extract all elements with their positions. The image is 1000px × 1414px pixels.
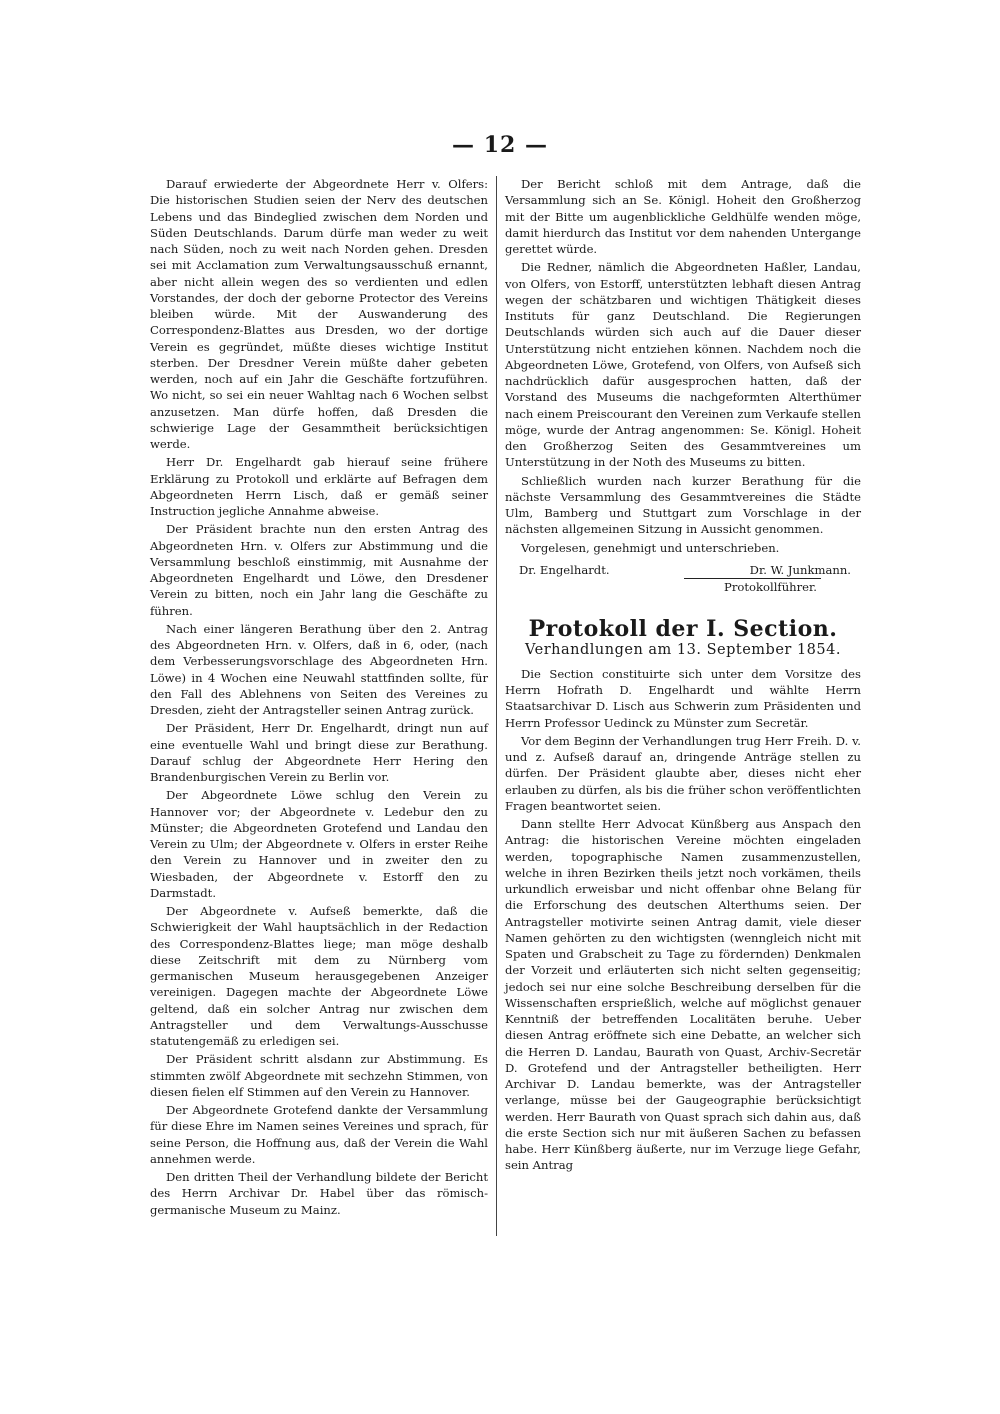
paragraph: Der Abgeordnete Löwe schlug den Verein zu Hannover vor; der Abgeordnete v. Ledebur den zu Münster; die Abgeordneten Grotefend und Landau den Verein zu Ulm; der Abgeordnete v. Olfers in erster Reihe den Verein zu Hannover und in zweiter den zu Wiesbaden, der Abgeordnete v. Estorff den zu Darmstadt. <box>150 788 488 900</box>
signature-secretary: Dr. W. Junkmann. <box>749 562 851 577</box>
page-number: — 12 — <box>452 132 548 158</box>
signature-president: Dr. Engelhardt. <box>519 562 610 577</box>
paragraph: Herr Dr. Engelhardt gab hierauf seine frühere Erklärung zu Protokoll und erklärte auf Befragen dem Abgeordneten Herrn Lisch, daß er gemäß seiner Instruction jegliche Annahme abweise. <box>150 455 488 518</box>
column-divider <box>496 176 497 1236</box>
paragraph: Der Abgeordnete v. Aufseß bemerkte, daß die Schwierigkeit der Wahl hauptsächlich in der Redaction des Correspondenz-Blattes liege; man möge deshalb diese Zeitschrift mit dem zu Nürnberg vom germanischen Museum herausgegebenen Anzeiger vereinigen. Dagegen machte der Abgeordnete Löwe geltend, daß ein solcher Antrag nur zwischen dem Antragsteller und dem Verwaltungs-Ausschusse statutengemäß zu erledigen sei. <box>150 904 488 1048</box>
paragraph: Nach einer längeren Berathung über den 2. Antrag des Abgeordneten Hrn. v. Olfers, daß in 6, oder, (nach dem Verbesserungsvorschlage des Abgeordneten Hrn. Löwe) in 4 Wochen eine Neuwahl stattfinden sollte, für den Fall des Ablehnens von Seiten des Vereines zu Dresden, zieht der Antragsteller seinen Antrag zurück. <box>150 621 488 717</box>
secretary-title-row <box>505 578 821 595</box>
paragraph: Dann stellte Herr Advocat Künßberg aus Anspach den Antrag: die historischen Vereine möchten eingeladen werden, topographische Namen zusammenzustellen, welche in ihren Bezirken theils jetzt noch vorkämen, theils urkundlich erweisbar und nicht offenbar ohne Belang für die Erforschung des deutschen Alterthums seien. Der Antragsteller motivirte seinen Antrag damit, viele dieser Namen gehörten zu den wichtigsten (wenngleich nicht mit Spaten und Grabscheit zu Tage zu fördernden) Denkmalen der Vorzeit und erläuterten sich nicht selten gegenseitig; jedoch sei nur eine solche Beschreibung derselben für die Wissenschaften ersprießlich, welche auf möglichst genauer Kenntniß der betreffenden Localitäten beruhe. Ueber diesen Antrag eröffnete sich eine Debatte, an welcher sich die Herren D. Landau, Baurath von Quast, Archiv-Secretär D. Grotefend und der Antragsteller betheiligten. Herr Archivar D. Landau bemerkte, was der Antragsteller verlange, müsse bei der Gaugeographie berücksichtigt werden. Herr Baurath von Quast sprach sich dahin aus, daß die erste Section sich nur mit äußeren Sachen zu befassen habe. Herr Künßberg äußerte, nur im Verzuge liege Gefahr, sein Antrag <box>505 817 861 1173</box>
paragraph: Den dritten Theil der Verhandlung bildete der Bericht des Herrn Archivar Dr. Habel über das römisch-germanische Museum zu Mainz. <box>150 1170 488 1217</box>
secretary-title: Protokollführer. <box>684 578 821 595</box>
section-subheading: Verhandlungen am 13. September 1854. <box>525 641 841 658</box>
paragraph: Der Bericht schloß mit dem Antrage, daß die Versammlung sich an Se. Königl. Hoheit den Großherzog mit der Bitte um augenblickliche Geldhülfe wenden möge, damit hierdurch das Institut vor dem nahenden Untergange gerettet würde. <box>505 177 861 256</box>
signature-row <box>519 562 851 578</box>
paragraph: Vor dem Beginn der Verhandlungen trug Herr Freih. D. v. und z. Aufseß darauf an, dringende Anträge stellen zu dürfen. Der Präsident glaubte aber, dieses nicht eher erlauben zu dürfen, als bis die früher schon veröffentlichten Fragen beantwortet seien. <box>505 733 861 813</box>
section-heading: Protokoll der I. Section. <box>528 616 838 643</box>
paragraph: Der Präsident brachte nun den ersten Antrag des Abgeordneten Hrn. v. Olfers zur Abstimmung und die Versammlung beschloß einstimmig, mit Ausnahme der Abgeordneten Engelhardt und Löwe, den Dresdener Verein zu bitten, noch ein Jahr lang die Geschäfte zu führen. <box>150 522 488 618</box>
paragraph: Darauf erwiederte der Abgeordnete Herr v. Olfers: Die historischen Studien seien der Nerv des deutschen Lebens und das Bindeglied zwischen dem Norden und Süden Deutschlands. Darum dürfe man weder zu weit nach Süden, noch zu weit nach Norden gehen. Dresden sei mit Acclamation zum Verwaltungsausschuß ernannt, aber nicht allein wegen des so verdienten und edlen Vorstandes, der doch der geborne Protector des Vereins bleiben würde. Mit der Auswanderung des Correspondenz-Blattes aus Dresden, wo der dortige Verein es gegründet, müßte dieses wichtige Institut sterben. Der Dresdner Verein müßte daher gebeten werden, noch auf ein Jahr die Geschäfte fortzuführen. Wo nicht, so sei ein neuer Wahltag nach 6 Wochen selbst anzusetzen. Man dürfe hoffen, daß Dresden die schwierige Lage der Gesammtheit berücksichtigen werde. <box>150 177 488 451</box>
paragraph: Schließlich wurden nach kurzer Berathung für die nächste Versammlung des Gesammtvereines die Städte Ulm, Bamberg und Stuttgart zum Vorschlage in der nächsten allgemeinen Sitzung in Aussicht genommen. <box>505 473 861 537</box>
paragraph: Die Redner, nämlich die Abgeordneten Haßler, Landau, von Olfers, von Estorff, unterstützten lebhaft diesen Antrag wegen der schätzbaren und wichtigen Thätigkeit dieses Instituts für ganz Deutschland. Die Regierungen Deutschlands würden sich auch auf die Dauer dieser Unterstützung nicht entziehen können. Nachdem noch die Abgeordneten Löwe, Grotefend, von Olfers, von Aufseß sich nachdrücklich dafür ausgesprochen hatten, daß der Vorstand des Museums die nachgeformten Alterthümer nach einem Preiscourant den Vereinen zum Verkaufe stellen möge, wurde der Antrag angenommen: Se. Königl. Hoheit den Großherzog Seiten des Gesammtvereines um Unterstützung in der Noth des Museums zu bitten. <box>505 260 861 470</box>
right-column <box>505 176 861 1176</box>
left-column <box>150 176 488 1220</box>
paragraph: Vorgelesen, genehmigt und unterschrieben. <box>521 540 780 555</box>
paragraph: Der Präsident schritt alsdann zur Abstimmung. Es stimmten zwölf Abgeordnete mit sechzehn Stimmen, von diesen fielen elf Stimmen auf den Verein zu Hannover. <box>150 1052 488 1099</box>
paragraph: Der Präsident, Herr Dr. Engelhardt, dringt nun auf eine eventuelle Wahl und bringt diese zur Berathung. Darauf schlug der Abgeordnete Herr Hering den Brandenburgischen Verein zu Berlin vor. <box>150 721 488 784</box>
paragraph: Die Section constituirte sich unter dem Vorsitze des Herrn Hofrath D. Engelhardt und wählte Herrn Staatsarchivar D. Lisch aus Schwerin zum Präsidenten und Herrn Professor Uedinck zu Münster zum Secretär. <box>505 666 861 730</box>
paragraph: Der Abgeordnete Grotefend dankte der Versammlung für diese Ehre im Namen seines Vereines und sprach, für seine Person, die Hoffnung aus, daß der Verein die Wahl annehmen werde. <box>150 1103 488 1166</box>
